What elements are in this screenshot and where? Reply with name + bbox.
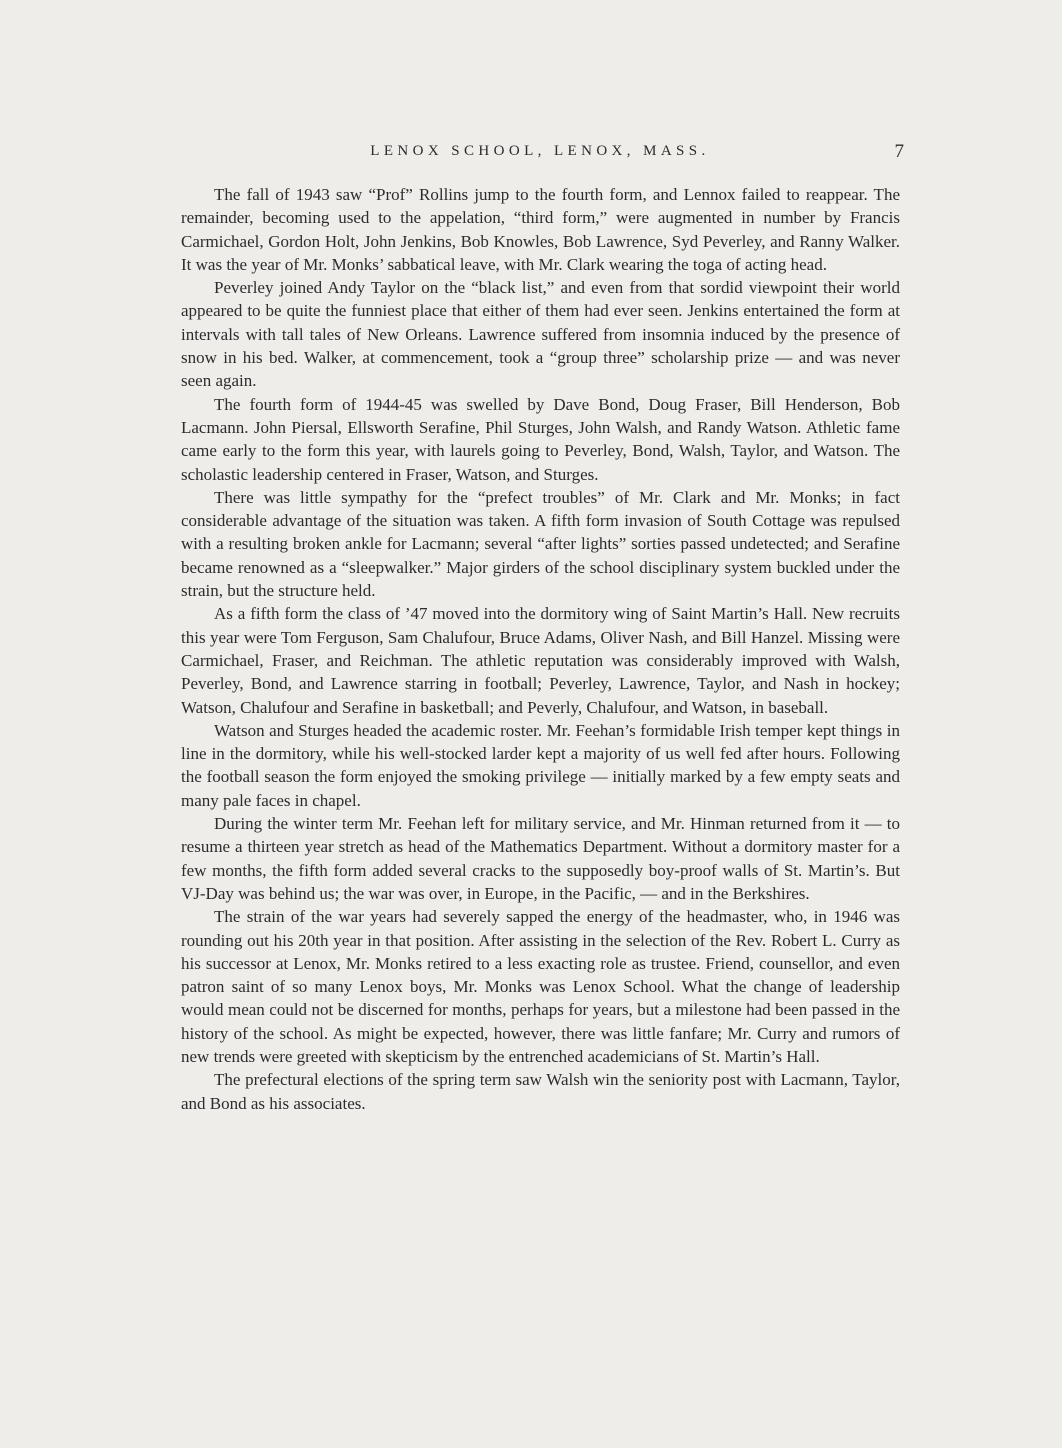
paragraph: The fourth form of 1944-45 was swelled by Dave Bond, Doug Fraser, Bill Henderson, Bob Lacmann. John Piersal, Ellsworth Serafine, Phil Sturges, John Walsh, and Randy Watson. Athletic fame came early to the form this year, with laurels going to Peverley, Bond, Walsh, Taylor, and Watson. The scholastic leadership centered in Fraser, Watson, and Sturges. xyxy=(181,394,900,484)
paragraph: There was little sympathy for the “prefect troubles” of Mr. Clark and Mr. Monks; in fact considerable advantage of the situation was taken. A fifth form invasion of South Cottage was repulsed with a resulting broken ankle for Lacmann; several “after lights” sorties passed undetected; and Serafine became renowned as a “sleepwalker.” Major girders of the school disciplinary system buckled under the strain, but the structure held. xyxy=(181,487,900,601)
paragraph: The prefectural elections of the spring term saw Walsh win the seniority post with Lacmann, Taylor, and Bond as his associates. xyxy=(181,1070,900,1113)
paragraph: Watson and Sturges headed the academic roster. Mr. Feehan’s formidable Irish temper kept things in line in the dormitory, while his well-stocked larder kept a majority of us well fed after hours. Following the football season the form enjoyed the smoking privilege — initially marked by a few empty seats and many pale faces in chapel. xyxy=(181,720,900,810)
body-text xyxy=(181,183,900,1115)
page-number: 7 xyxy=(894,141,904,162)
paragraph: The fall of 1943 saw “Prof” Rollins jump to the fourth form, and Lennox failed to reappear. The remainder, becoming used to the appelation, “third form,” were augmented in number by Francis Carmichael, Gordon Holt, John Jenkins, Bob Knowles, Bob Lawrence, Syd Peverley, and Ranny Walker. It was the year of Mr. Monks’ sabbatical leave, with Mr. Clark wearing the toga of acting head. xyxy=(181,185,900,274)
running-title: LENOX SCHOOL, LENOX, MASS. xyxy=(370,143,710,159)
paragraph: The strain of the war years had severely sapped the energy of the headmaster, who, in 1946 was rounding out his 20th year in that position. After assisting in the selection of the Rev. Robert L. Curry as his successor at Lenox, Mr. Monks retired to a less exacting role as trustee. Friend, counsellor, and even patron saint of so many Lenox boys, Mr. Monks was Lenox School. What the change of leadership would mean could not be discerned for months, perhaps for years, but a milestone had been passed in the history of the school. As might be expected, however, there was little fanfare; Mr. Curry and rumors of new trends were greeted with skepticism by the entrenched academicians of St. Martin’s Hall. xyxy=(181,907,900,1066)
paragraph: Peverley joined Andy Taylor on the “black list,” and even from that sordid viewpoint their world appeared to be quite the funniest place that either of them had ever seen. Jenkins entertained the form at intervals with tall tales of New Orleans. Lawrence suffered from insomnia induced by the presence of snow in his bed. Walker, at commencement, took a “group three” scholarship prize — and was never seen again. xyxy=(181,278,900,391)
paragraph: As a fifth form the class of ’47 moved into the dormitory wing of Saint Martin’s Hall. New recruits this year were Tom Ferguson, Sam Chalufour, Bruce Adams, Oliver Nash, and Bill Hanzel. Missing were Carmichael, Fraser, and Reichman. The athletic reputation was considerably improved with Walsh, Peverley, Bond, and Lawrence starring in football; Peverley, Lawrence, Taylor, and Nash in hockey; Watson, Chalufour and Serafine in basketball; and Peverly, Chalufour, and Watson, in baseball. xyxy=(181,604,900,717)
running-head xyxy=(180,141,904,165)
paragraph: During the winter term Mr. Feehan left for military service, and Mr. Hinman returned from it — to resume a thirteen year stretch as head of the Mathematics Department. Without a dormitory master for a few months, the fifth form added several cracks to the supposedly boy-proof walls of St. Martin’s. But VJ-Day was behind us; the war was over, in Europe, in the Pacific, — and in the Berkshires. xyxy=(181,814,900,903)
